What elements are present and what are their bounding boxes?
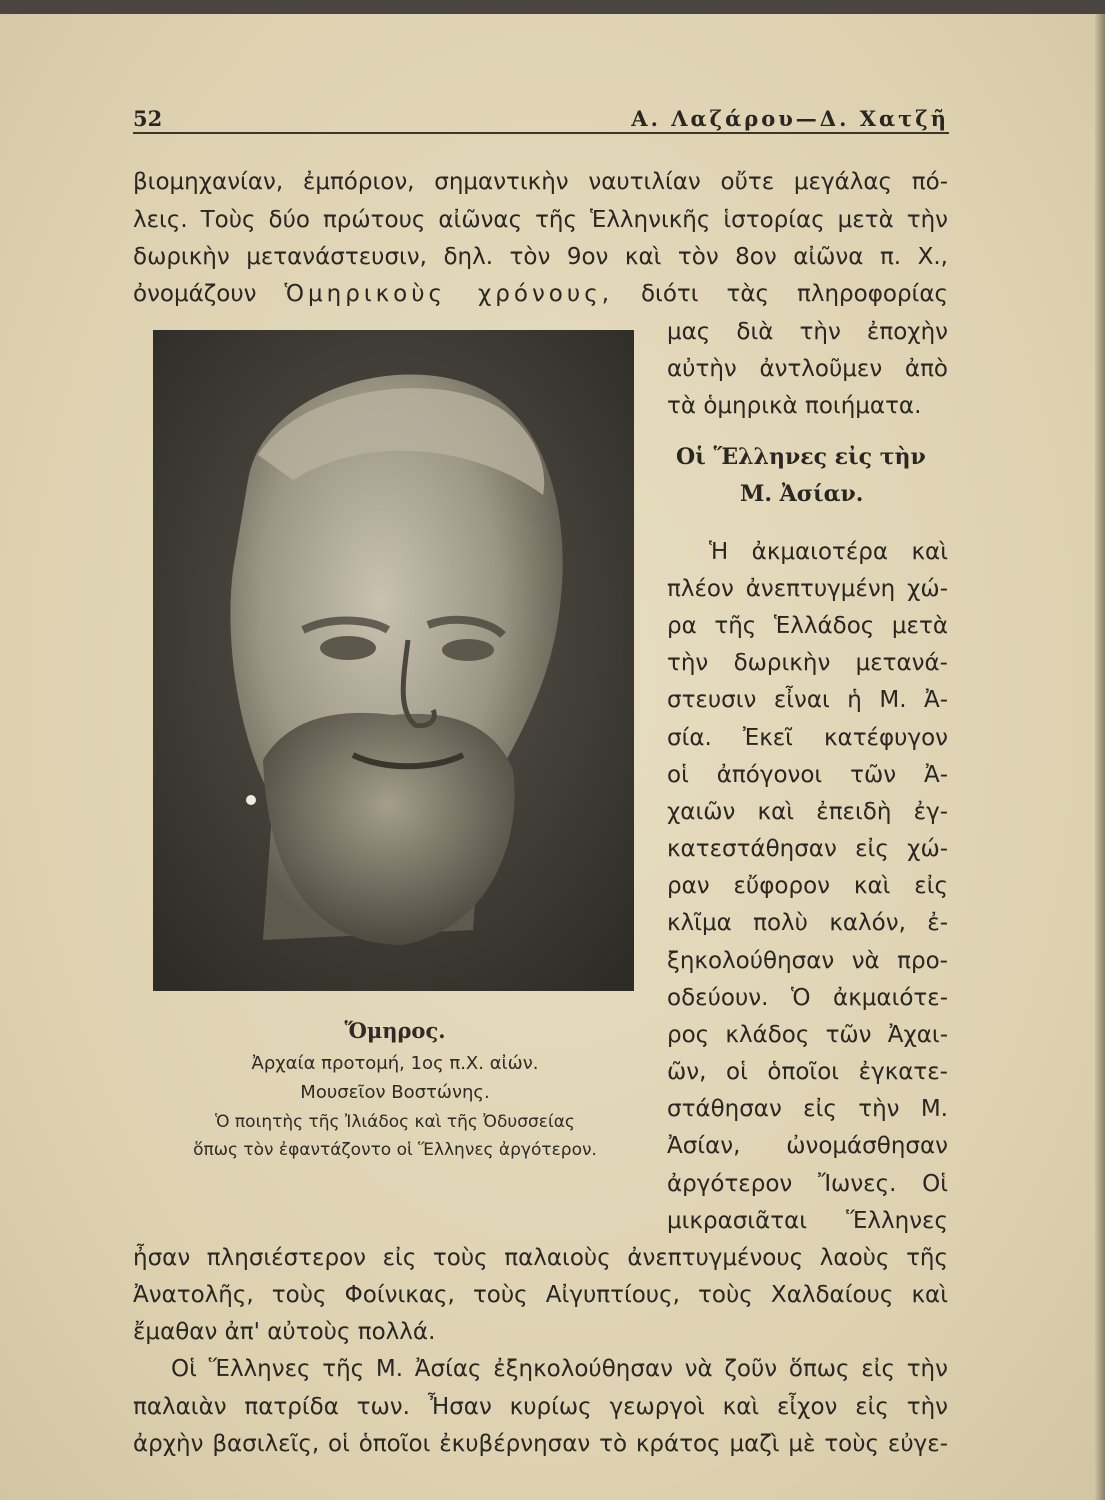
column-line: τὰ ὁμηρικὰ ποιήματα. [667,393,922,419]
column-line: τὴν δωρικὴν μετανά- [667,650,948,676]
text-line: λεις. Τοὺς δύο πρώτους αἰῶνας τῆς Ἑλληνικῆς ἱστορίας μετὰ τὴν [133,207,948,233]
emphasized-term: Ὁμηρικοὺς χρόνους, [284,281,614,307]
column-line: αὐτὴν ἀντλοῦμεν ἀπὸ [667,356,948,382]
scan-top-border [0,0,1105,14]
column-line: στευσιν εἶναι ἡ Μ. Ἀ- [667,687,948,713]
homer-bust-photo [153,330,634,991]
text-line-emphasis [133,279,948,309]
text-span: διότι τὰς πληροφορίας [613,281,948,307]
text-line: ἦσαν πλησιέστερον εἰς τοὺς παλαιοὺς ἀνεπτυγμένους λαοὺς τῆς [133,1245,948,1271]
column-line: οδεύουν. Ὁ ἀκμαιότε- [667,985,948,1011]
page-number: 52 [133,106,163,131]
caption-title: Ὅμηρος. [344,1018,446,1043]
column-line: πλέον ἀνεπτυγμένη χώ- [667,576,948,602]
column-line: σία. Ἐκεῖ κατέφυγον [667,725,948,751]
caption-line: Ὁ ποιητὴς τῆς Ἰλιάδος καὶ τῆς Ὀδυσσείας [215,1112,575,1132]
header-rule [133,132,949,134]
bust-illustration [153,330,634,991]
text-line: Ἀνατολῆς, τοὺς Φοίνικας, τοὺς Αἰγυπτίους, τοὺς Χαλδαίους καὶ [133,1282,948,1308]
column-line: μικρασιᾶται Ἕλληνες [667,1208,948,1234]
column-line: Ἡ ἀκμαιοτέρα καὶ [709,539,948,565]
column-line: κλῖμα πολὺ καλόν, ἐ- [667,910,948,936]
column-line: οἱ ἀπόγονοι τῶν Ἀ- [667,762,948,788]
page-edge-shadow [1095,14,1105,1500]
text-line: δωρικὴν μετανάστευσιν, δηλ. τὸν 9ον καὶ τὸν 8ον αἰῶνα π. Χ., [133,244,948,270]
column-line: Ἀσίαν, ὠνομάσθησαν [667,1133,948,1159]
running-header [133,106,949,130]
text-line: ἀρχὴν βασιλεῖς, οἱ ὁποῖοι ἐκυβέρνησαν τὸ κράτος μαζὶ μὲ τοὺς εὐγε- [133,1431,948,1457]
column-line: ἀργότερον Ἴωνες. Οἱ [667,1171,948,1197]
text-line: παλαιὰν πατρίδα των. Ἦσαν κυρίως γεωργοὶ καὶ εἶχον εἰς τὴν [133,1394,948,1420]
author-names: Α. Λαζάρου—Δ. Χατζῆ [631,106,949,131]
text-line: Οἱ Ἕλληνες τῆς Μ. Ἀσίας ἐξηκολούθησαν νὰ ζοῦν ὅπως εἰς τὴν [171,1356,948,1382]
caption-line: Ἀρχαία προτομή, 1ος π.Χ. αἰών. [251,1053,539,1074]
text-line: ἔμαθαν ἀπ' αὐτοὺς πολλά. [133,1319,436,1345]
text-line: βιομηχανίαν, ἐμπόριον, σημαντικὴν ναυτιλίαν οὔτε μεγάλας πό- [133,169,948,195]
column-line: μας διὰ τὴν ἐποχὴν [667,319,948,345]
column-line: ξηκολούθησαν νὰ προ- [667,948,948,974]
column-line: ραν εὔφορον καὶ εἰς [667,873,948,899]
caption-line: Μουσεῖον Βοστώνης. [300,1082,490,1103]
column-line: ρα τῆς Ἑλλάδος μετὰ [667,613,948,639]
column-line: ρος κλάδος τῶν Ἀχαι- [667,1022,948,1048]
column-line: κατεστάθησαν εἰς χώ- [667,836,948,862]
column-line: χαιῶν καὶ ἐπειδὴ ἐγ- [667,799,948,825]
column-line: στάθησαν εἰς τὴν Μ. [667,1096,948,1122]
text-span: ὀνομάζουν [133,281,285,307]
section-heading-line2: Μ. Ἀσίαν. [740,481,864,507]
column-line: ῶν, οἱ ὁποῖοι ἐγκατε- [667,1059,948,1085]
section-heading: Οἱ Ἕλληνες εἰς τὴν [676,444,926,470]
caption-line: ὅπως τὸν ἐφαντάζοντο οἱ Ἕλληνες ἀργότερον. [193,1140,597,1160]
